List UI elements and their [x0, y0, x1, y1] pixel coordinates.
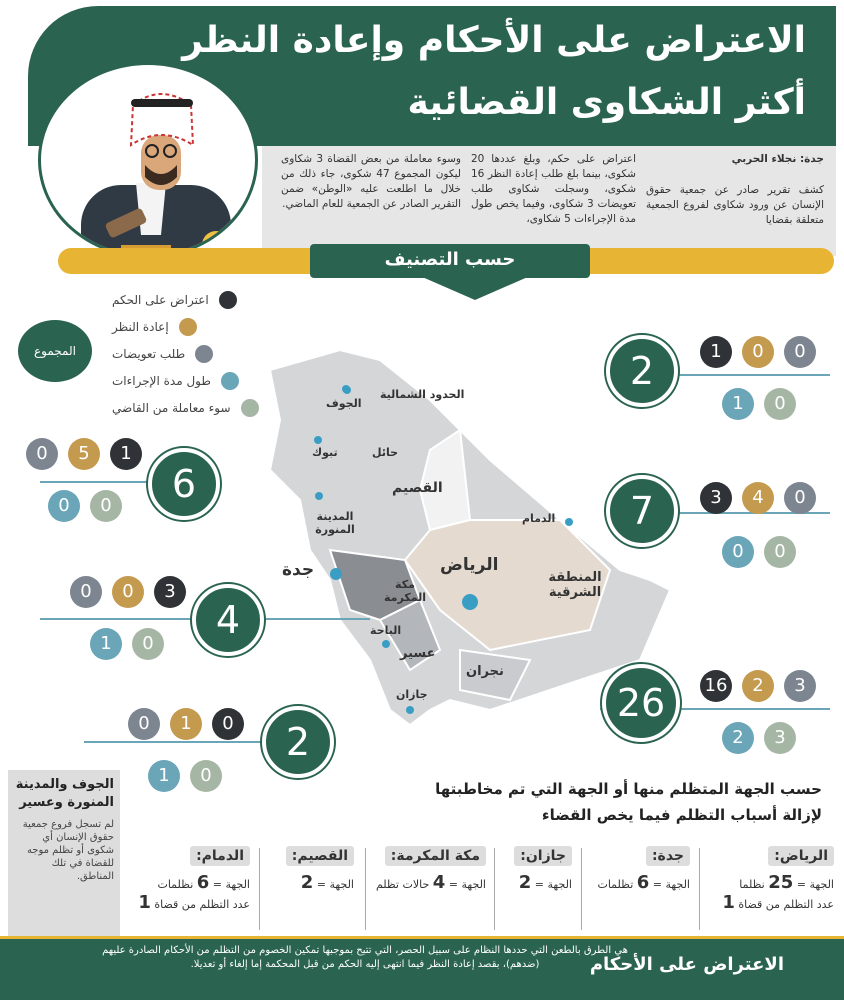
stat-dot-objection: 16 — [700, 670, 732, 702]
column-divider — [581, 848, 582, 930]
total-circle: 2 — [262, 706, 334, 778]
city-label: جدة — [282, 560, 315, 580]
region-detail-makkah — [358, 846, 486, 894]
region-line2: عدد التظلم من قضاة 1 — [722, 892, 834, 913]
legend-label: طول مدة الإجراءات — [112, 374, 211, 388]
column-divider — [699, 848, 700, 930]
region-line1: الجهة = 25 نظلما — [739, 872, 834, 893]
column-divider — [365, 848, 366, 930]
region-name: جدة: — [646, 846, 690, 866]
legend-item-review — [112, 318, 197, 336]
legend-item-objection — [112, 291, 237, 309]
stat-dot-mistreatment: 3 — [764, 722, 796, 754]
stat-dot-objection: 0 — [212, 708, 244, 740]
region-name: جازان: — [514, 846, 572, 866]
intro-text-3: وسوء معاملة من بعض القضاة 3 شكاوى ليكون المجموع 47 شكوى، جاء ذلك من خلال ما اطلعت عليه «الوطن» ضمن التقرير الصادر عن الجمعية للعام الماضي. — [281, 153, 461, 210]
city-label: الباحة — [370, 624, 402, 637]
total-circle: 7 — [606, 475, 678, 547]
stat-dot-compensation: 0 — [128, 708, 160, 740]
stat-dot-duration: 1 — [90, 628, 122, 660]
stat-dot-duration: 0 — [722, 536, 754, 568]
city-label: المدينة المنورة — [315, 510, 355, 536]
intro-text-panel — [262, 146, 836, 256]
map-dot-baha — [382, 640, 390, 648]
city-label: الدمام — [522, 512, 556, 525]
stat-dot-mistreatment: 0 — [764, 388, 796, 420]
stat-dot-review: 2 — [742, 670, 774, 702]
map-dot-jeddah — [330, 568, 342, 580]
page-title-line1: الاعتراض على الأحكام وإعادة النظر — [182, 20, 806, 61]
region-detail-riyadh — [704, 846, 834, 914]
footer-body: هي الطرق بالطعن التي حددها النظام على سبيل الحصر، التي تتيح بموجبها تمكين الخصوم من التظلم من الأحكام الصادرة عليهم (ضدهم)، بقصد إعادة النظر فيما انتهى إليه الحكم من قبل المحكمة إما إلغاء أو تعديلا. — [102, 945, 628, 970]
legend-label: اعتراض على الحكم — [112, 293, 209, 307]
map-dot-madinah — [315, 492, 323, 500]
stat-dot-objection: 3 — [154, 576, 186, 608]
map-dot-dammam — [565, 518, 573, 526]
stat-dot-compensation: 0 — [26, 438, 58, 470]
stat-dot-compensation: 0 — [784, 336, 816, 368]
legend-item-duration — [112, 372, 239, 390]
region-line1: الجهة = 4 حالات تظلم — [375, 872, 486, 893]
stat-dot-mistreatment: 0 — [764, 536, 796, 568]
page-title-line2: أكثر الشكاوى القضائية — [407, 82, 806, 123]
region-detail-jeddah — [578, 846, 690, 894]
map-dot-jazan — [406, 706, 414, 714]
city-label: عسير — [400, 646, 436, 661]
region-name: القصيم: — [286, 846, 354, 866]
stat-dot-review: 5 — [68, 438, 100, 470]
side-note-title: الجوف والمدينة المنورة وعسير — [15, 777, 114, 810]
city-label: جازان — [396, 688, 428, 701]
region-line1: الجهة = 2 — [300, 872, 354, 893]
side-note-body: لم تسجل فروع جمعية حقوق الإنسان أي شكوى أو تظلم موجه للقضاة في تلك المناطق. — [22, 819, 114, 882]
stat-dot-compensation: 0 — [70, 576, 102, 608]
section-heading — [302, 776, 822, 828]
region-line1: الجهة = 6 تظلمات — [597, 872, 690, 893]
stat-dot-review: 1 — [170, 708, 202, 740]
city-label: الرياض — [440, 555, 499, 575]
column-divider — [259, 848, 260, 930]
stat-dot-review: 0 — [742, 336, 774, 368]
legend-label: سوء معاملة من القاضي — [112, 401, 231, 415]
stat-dot-mistreatment: 0 — [90, 490, 122, 522]
stat-dot-duration: 2 — [722, 722, 754, 754]
byline: جدة: نجلاء الحربي — [731, 153, 824, 165]
stat-dot-duration: 0 — [48, 490, 80, 522]
stat-dot-objection: 1 — [700, 336, 732, 368]
stat-dot-mistreatment: 0 — [132, 628, 164, 660]
region-line1: الجهة = 6 نظلمات — [157, 872, 250, 893]
stat-dot-objection: 3 — [700, 482, 732, 514]
stat-dot-objection: 1 — [110, 438, 142, 470]
city-label: الجوف — [326, 397, 362, 410]
stat-dot-mistreatment: 0 — [190, 760, 222, 792]
section-heading-line1: حسب الجهة المتظلم منها أو الجهة التي تم مخاطبتها — [435, 780, 822, 798]
city-label: حائل — [372, 446, 399, 459]
city-label: الحدود الشمالية — [380, 388, 465, 401]
intro-text-1: كشف تقرير صادر عن جمعية حقوق الإنسان عن ورود شكاوى لفروع الجمعية متعلقة بقضايا — [646, 184, 824, 226]
legend-swatch — [179, 318, 197, 336]
region-detail-dammam — [122, 846, 250, 914]
region-name: الرياض: — [768, 846, 834, 866]
total-circle: 26 — [602, 664, 680, 742]
region-name: مكة المكرمة: — [385, 846, 486, 866]
total-circle: 6 — [148, 448, 220, 520]
side-note — [8, 770, 120, 938]
section-heading-line2: لإزالة أسباب التظلم فيما يخص القضاء — [541, 806, 822, 824]
category-title: حسب التصنيف — [310, 244, 590, 278]
total-badge: المجموع — [18, 320, 92, 382]
footer-title: الاعتراض على الأحكام — [589, 954, 784, 975]
legend-label: طلب تعويضات — [112, 347, 186, 361]
total-circle: 2 — [606, 335, 678, 407]
intro-text-2: اعتراض على حكم، وبلغ عددها 20 شكوى، بينما بلغ طلب إعادة النظر 16 شكوى، وسجلت شكاوى طلب تعويضات 3 شكاوى، وفيما يخص طول مدة الإجراءات 5 شكاوى، — [471, 153, 636, 225]
city-label: المنطقة الشرقية — [548, 570, 602, 600]
stat-dot-compensation: 0 — [784, 482, 816, 514]
map-dot-tabuk — [314, 436, 322, 444]
stat-dot-review: 0 — [112, 576, 144, 608]
intro-column-1 — [646, 152, 824, 228]
legend-swatch — [195, 345, 213, 363]
region-detail-jazan — [486, 846, 572, 894]
region-detail-qassim — [258, 846, 354, 894]
region-line2: عدد التظلم من قضاة 1 — [138, 892, 250, 913]
category-arrow — [420, 276, 530, 300]
city-label: مكة المكرمة — [384, 578, 426, 604]
total-circle: 4 — [192, 584, 264, 656]
stat-dot-duration: 1 — [148, 760, 180, 792]
stat-dot-compensation: 3 — [784, 670, 816, 702]
region-name: الدمام: — [190, 846, 250, 866]
city-label: القصيم — [392, 480, 443, 496]
legend-label: إعادة النظر — [112, 320, 169, 334]
stat-dot-review: 4 — [742, 482, 774, 514]
city-label: تبوك — [312, 446, 338, 459]
map-dot-jouf — [343, 386, 351, 394]
city-label: نجران — [466, 664, 504, 679]
region-line1: الجهة = 2 — [518, 872, 572, 893]
map-dot-riyadh — [462, 594, 478, 610]
column-divider — [494, 848, 495, 930]
legend-item-compensation — [112, 345, 213, 363]
judge-illustration — [38, 62, 258, 258]
legend-swatch — [219, 291, 237, 309]
stat-dot-duration: 1 — [722, 388, 754, 420]
